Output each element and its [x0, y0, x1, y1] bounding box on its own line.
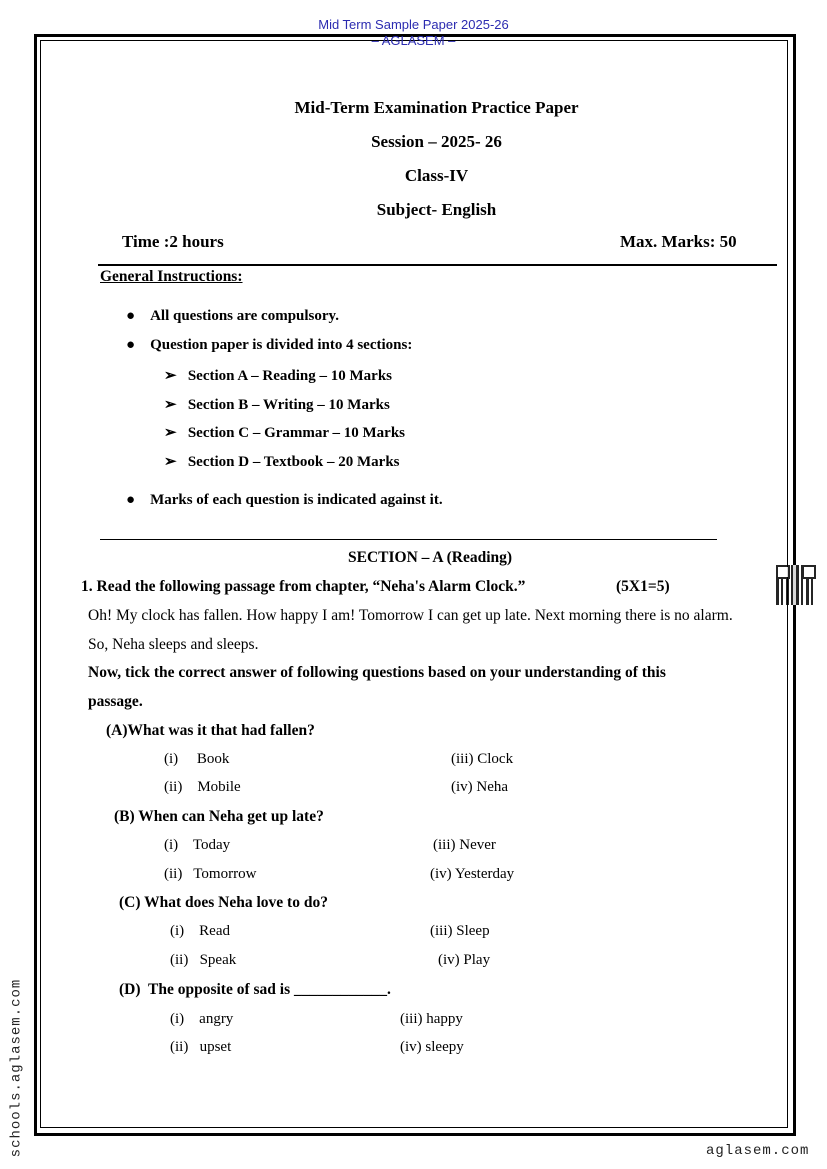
option: (iv) Neha — [451, 779, 509, 795]
bullet-text: Question paper is divided into 4 sections: — [150, 337, 413, 353]
option: (iii) happy — [400, 1011, 463, 1027]
option: (i) Book — [164, 751, 230, 767]
question-1: 1. Read the following passage from chapter, “Neha's Alarm Clock.” — [81, 578, 526, 595]
question-a: (A)What was it that had fallen? — [106, 722, 315, 739]
option: (i) Read — [170, 923, 230, 939]
watermark-side: schools.aglasem.com — [8, 978, 25, 1158]
subject: Subject- English — [376, 200, 497, 219]
qr-code — [776, 565, 816, 605]
class: Class-IV — [404, 166, 469, 185]
bullet-2: ● Question paper is divided into 4 sections: — [126, 337, 413, 353]
section-a-heading: SECTION – A (Reading) — [348, 549, 513, 566]
bullet-3: ● Marks of each question is indicated against it. — [126, 492, 443, 508]
instruction-line: Now, tick the correct answer of following questions based on your understanding of this — [88, 664, 666, 681]
section-item: ➢ Section D – Textbook – 20 Marks — [164, 454, 400, 470]
question-b: (B) When can Neha get up late? — [114, 808, 324, 825]
option: (iv) Yesterday — [430, 866, 515, 882]
passage-line: So, Neha sleeps and sleeps. — [88, 636, 259, 653]
watermark-footer: aglasem.com — [706, 1143, 810, 1159]
option: (iv) Play — [438, 952, 491, 968]
option: (iii) Clock — [451, 751, 514, 767]
question-1-marks: (5X1=5) — [616, 578, 670, 595]
option: (iv) sleepy — [400, 1039, 464, 1055]
instruction-line: passage. — [88, 693, 143, 710]
option: (ii) Tomorrow — [164, 866, 257, 882]
session: Session – 2025- 26 — [371, 132, 502, 151]
section-text: Section C – Grammar – 10 Marks — [187, 425, 406, 441]
watermark-header-sub: – AGLASEM – — [371, 33, 456, 48]
time: Time :2 hours — [122, 232, 224, 251]
section-text: Section A – Reading – 10 Marks — [187, 368, 393, 384]
bullet-text: Marks of each question is indicated against it. — [150, 492, 443, 508]
section-text: Section D – Textbook – 20 Marks — [187, 454, 400, 470]
option: (iii) Sleep — [430, 923, 490, 939]
option: (ii) Mobile — [164, 779, 241, 795]
section-item: ➢ Section A – Reading – 10 Marks — [164, 368, 393, 384]
divider — [100, 539, 717, 540]
option: (ii) Speak — [170, 952, 237, 968]
instructions-heading: General Instructions: — [100, 268, 243, 285]
option: (ii) upset — [170, 1039, 232, 1055]
divider — [98, 264, 777, 266]
watermark-header: Mid Term Sample Paper 2025-26 — [318, 17, 509, 32]
section-item: ➢ Section B – Writing – 10 Marks — [164, 397, 390, 413]
paper-title: Mid-Term Examination Practice Paper — [294, 98, 579, 117]
option: (i) angry — [170, 1011, 234, 1027]
passage-line: Oh! My clock has fallen. How happy I am! Tomorrow I can get up late. Next morning there is no alarm. — [88, 607, 733, 624]
section-item: ➢ Section C – Grammar – 10 Marks — [164, 425, 406, 441]
question-c: (C) What does Neha love to do? — [119, 894, 328, 911]
bullet-text: All questions are compulsory. — [150, 308, 339, 324]
section-text: Section B – Writing – 10 Marks — [187, 397, 390, 413]
option: (i) Today — [164, 837, 231, 853]
question-d: (D) The opposite of sad is ____________. — [119, 981, 391, 998]
option: (iii) Never — [433, 837, 496, 853]
bullet-1: ● All questions are compulsory. — [126, 308, 339, 324]
max-marks: Max. Marks: 50 — [620, 232, 737, 251]
